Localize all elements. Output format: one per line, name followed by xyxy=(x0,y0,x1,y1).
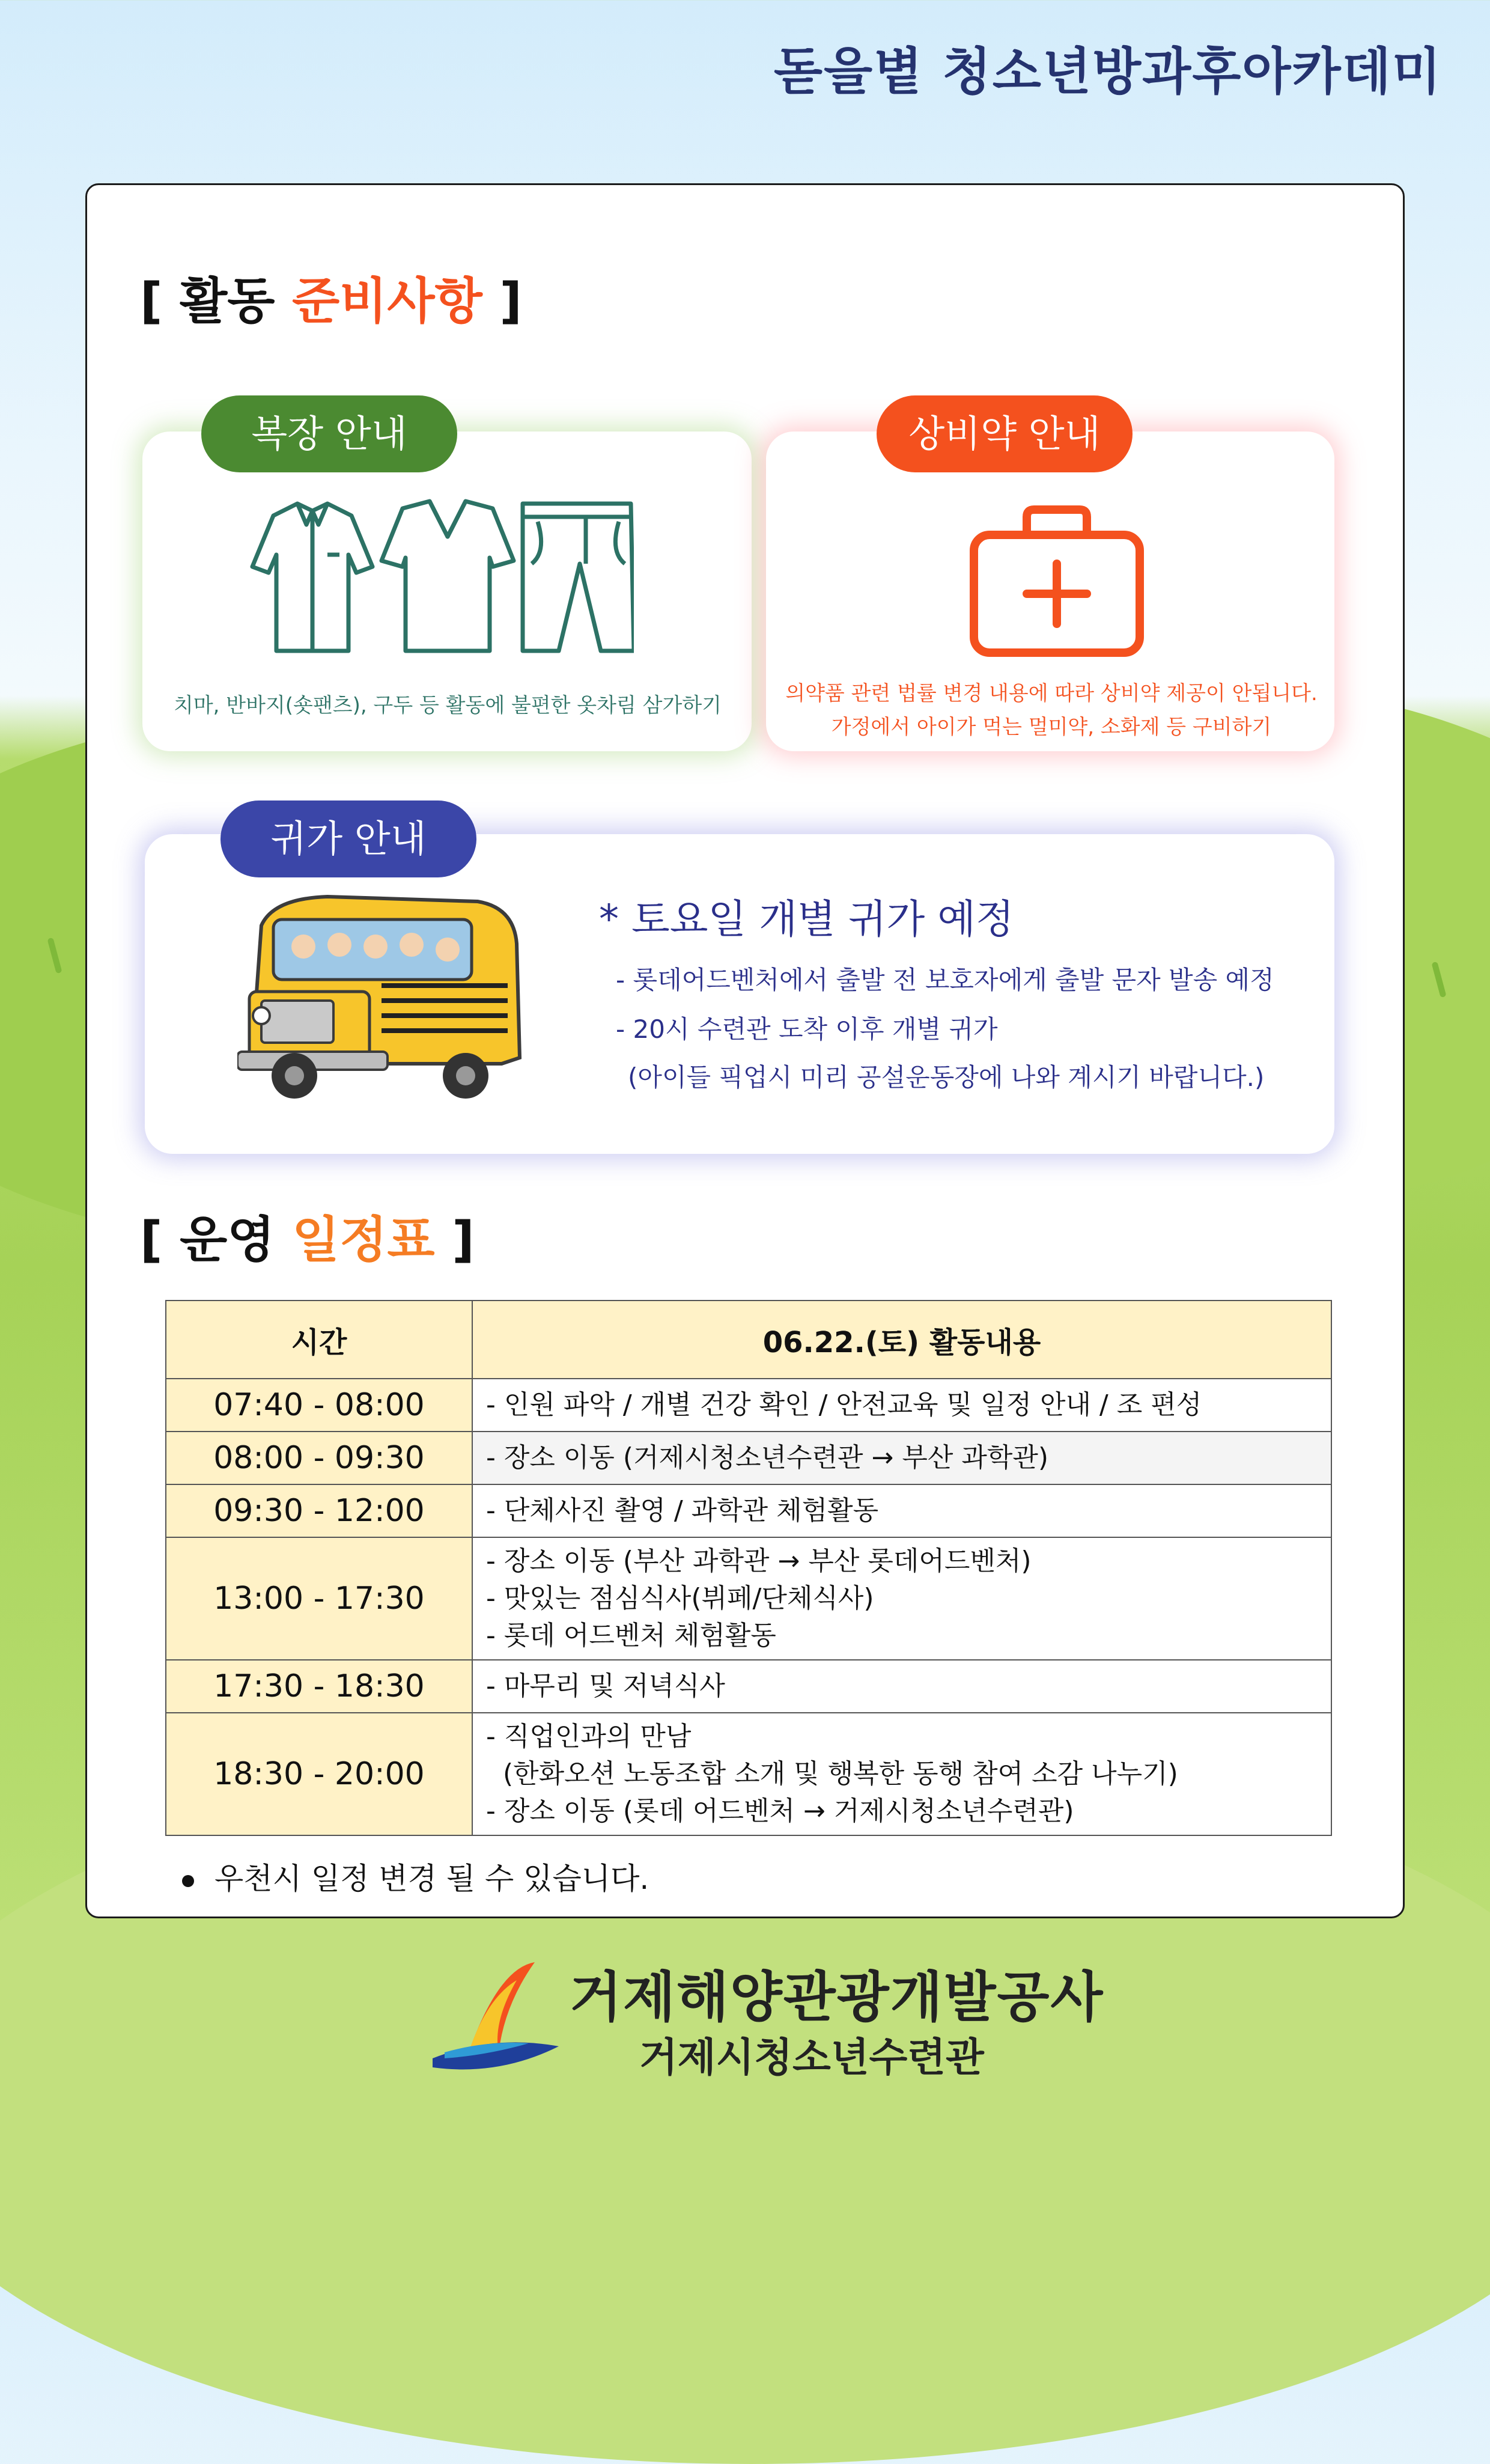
header-activity: 06.22.(토) 활동내용 xyxy=(472,1301,1331,1379)
schedule-table xyxy=(165,1300,1332,1836)
return-label: 귀가 안내 xyxy=(220,800,476,877)
table-row xyxy=(166,1484,1331,1537)
clothing-text: 치마, 반바지(숏팬츠), 구두 등 활동에 불편한 옷차림 삼가하기 xyxy=(173,694,722,718)
medicine-line-1: 의약품 관련 법률 변경 내용에 따라 상비약 제공이 안됩니다. xyxy=(785,682,1318,706)
table-row xyxy=(166,1713,1331,1835)
organization-logo xyxy=(433,1956,565,2076)
activity-line: - 롯데 어드벤처 체험활동 xyxy=(486,1620,776,1651)
school-bus-icon xyxy=(237,889,538,1106)
row-time: 17:30 - 18:30 xyxy=(166,1660,472,1713)
medicine-text xyxy=(778,677,1325,744)
medicine-label: 상비약 안내 xyxy=(877,395,1133,472)
table-row xyxy=(166,1432,1331,1484)
header-time: 시간 xyxy=(166,1301,472,1379)
return-line-3: (아이들 픽업시 미리 공설운동장에 나와 계시기 바랍니다.) xyxy=(628,1063,1265,1092)
clothes-icon xyxy=(249,498,634,660)
bullet-icon xyxy=(182,1875,194,1887)
schedule-section-title: [ 운영 일정표 ] xyxy=(140,1212,475,1269)
organization-name: 거제해양관광개발공사 xyxy=(570,1966,1104,2029)
clothing-label: 복장 안내 xyxy=(201,395,457,472)
main-panel xyxy=(85,183,1405,1918)
row-activity xyxy=(472,1660,1331,1713)
table-row xyxy=(166,1537,1331,1660)
table-row xyxy=(166,1379,1331,1432)
table-header-row xyxy=(166,1301,1331,1379)
table-row xyxy=(166,1660,1331,1713)
medicine-line-2: 가정에서 아이가 먹는 멀미약, 소화제 등 구비하기 xyxy=(831,715,1272,739)
row-activity xyxy=(472,1484,1331,1537)
row-time: 07:40 - 08:00 xyxy=(166,1379,472,1432)
row-activity xyxy=(472,1379,1331,1432)
activity-line: - 직업인과의 만남 xyxy=(486,1721,692,1752)
activity-line: - 마무리 및 저녁식사 xyxy=(486,1671,725,1701)
row-time: 13:00 - 17:30 xyxy=(166,1537,472,1660)
row-activity xyxy=(472,1713,1331,1835)
return-line-1: - 롯데어드벤처에서 출발 전 보호자에게 출발 문자 발송 예정 xyxy=(616,965,1274,995)
activity-line: - 단체사진 촬영 / 과학관 체험활동 xyxy=(486,1495,879,1526)
row-time: 09:30 - 12:00 xyxy=(166,1484,472,1537)
first-aid-kit-icon xyxy=(967,504,1147,660)
organization-subname: 거제시청소년수련관 xyxy=(639,2034,984,2081)
prep-section-title: [ 활동 준비사항 ] xyxy=(140,273,522,330)
schedule-note: 우천시 일정 변경 될 수 있습니다. xyxy=(182,1855,649,1898)
activity-line: (한화오션 노동조합 소개 및 행복한 동행 참여 소감 나누기) xyxy=(486,1758,1178,1789)
activity-line: - 장소 이동 (거제시청소년수련관 → 부산 과학관) xyxy=(486,1442,1049,1473)
row-activity xyxy=(472,1432,1331,1484)
brand-title: 돋을볕 청소년방과후아카데미 xyxy=(773,42,1442,101)
activity-line: - 인원 파악 / 개별 건강 확인 / 안전교육 및 일정 안내 / 조 편성 xyxy=(486,1389,1202,1420)
row-activity xyxy=(472,1537,1331,1660)
return-line-2: - 20시 수련관 도착 이후 개별 귀가 xyxy=(616,1014,998,1044)
row-time: 08:00 - 09:30 xyxy=(166,1432,472,1484)
return-heading: * 토요일 개별 귀가 예정 xyxy=(599,896,1014,942)
activity-line: - 장소 이동 (부산 과학관 → 부산 롯데어드벤처) xyxy=(486,1546,1032,1576)
activity-line: - 맛있는 점심식사(뷔페/단체식사) xyxy=(486,1583,874,1614)
row-time: 18:30 - 20:00 xyxy=(166,1713,472,1835)
activity-line: - 장소 이동 (롯데 어드벤처 → 거제시청소년수련관) xyxy=(486,1796,1074,1826)
